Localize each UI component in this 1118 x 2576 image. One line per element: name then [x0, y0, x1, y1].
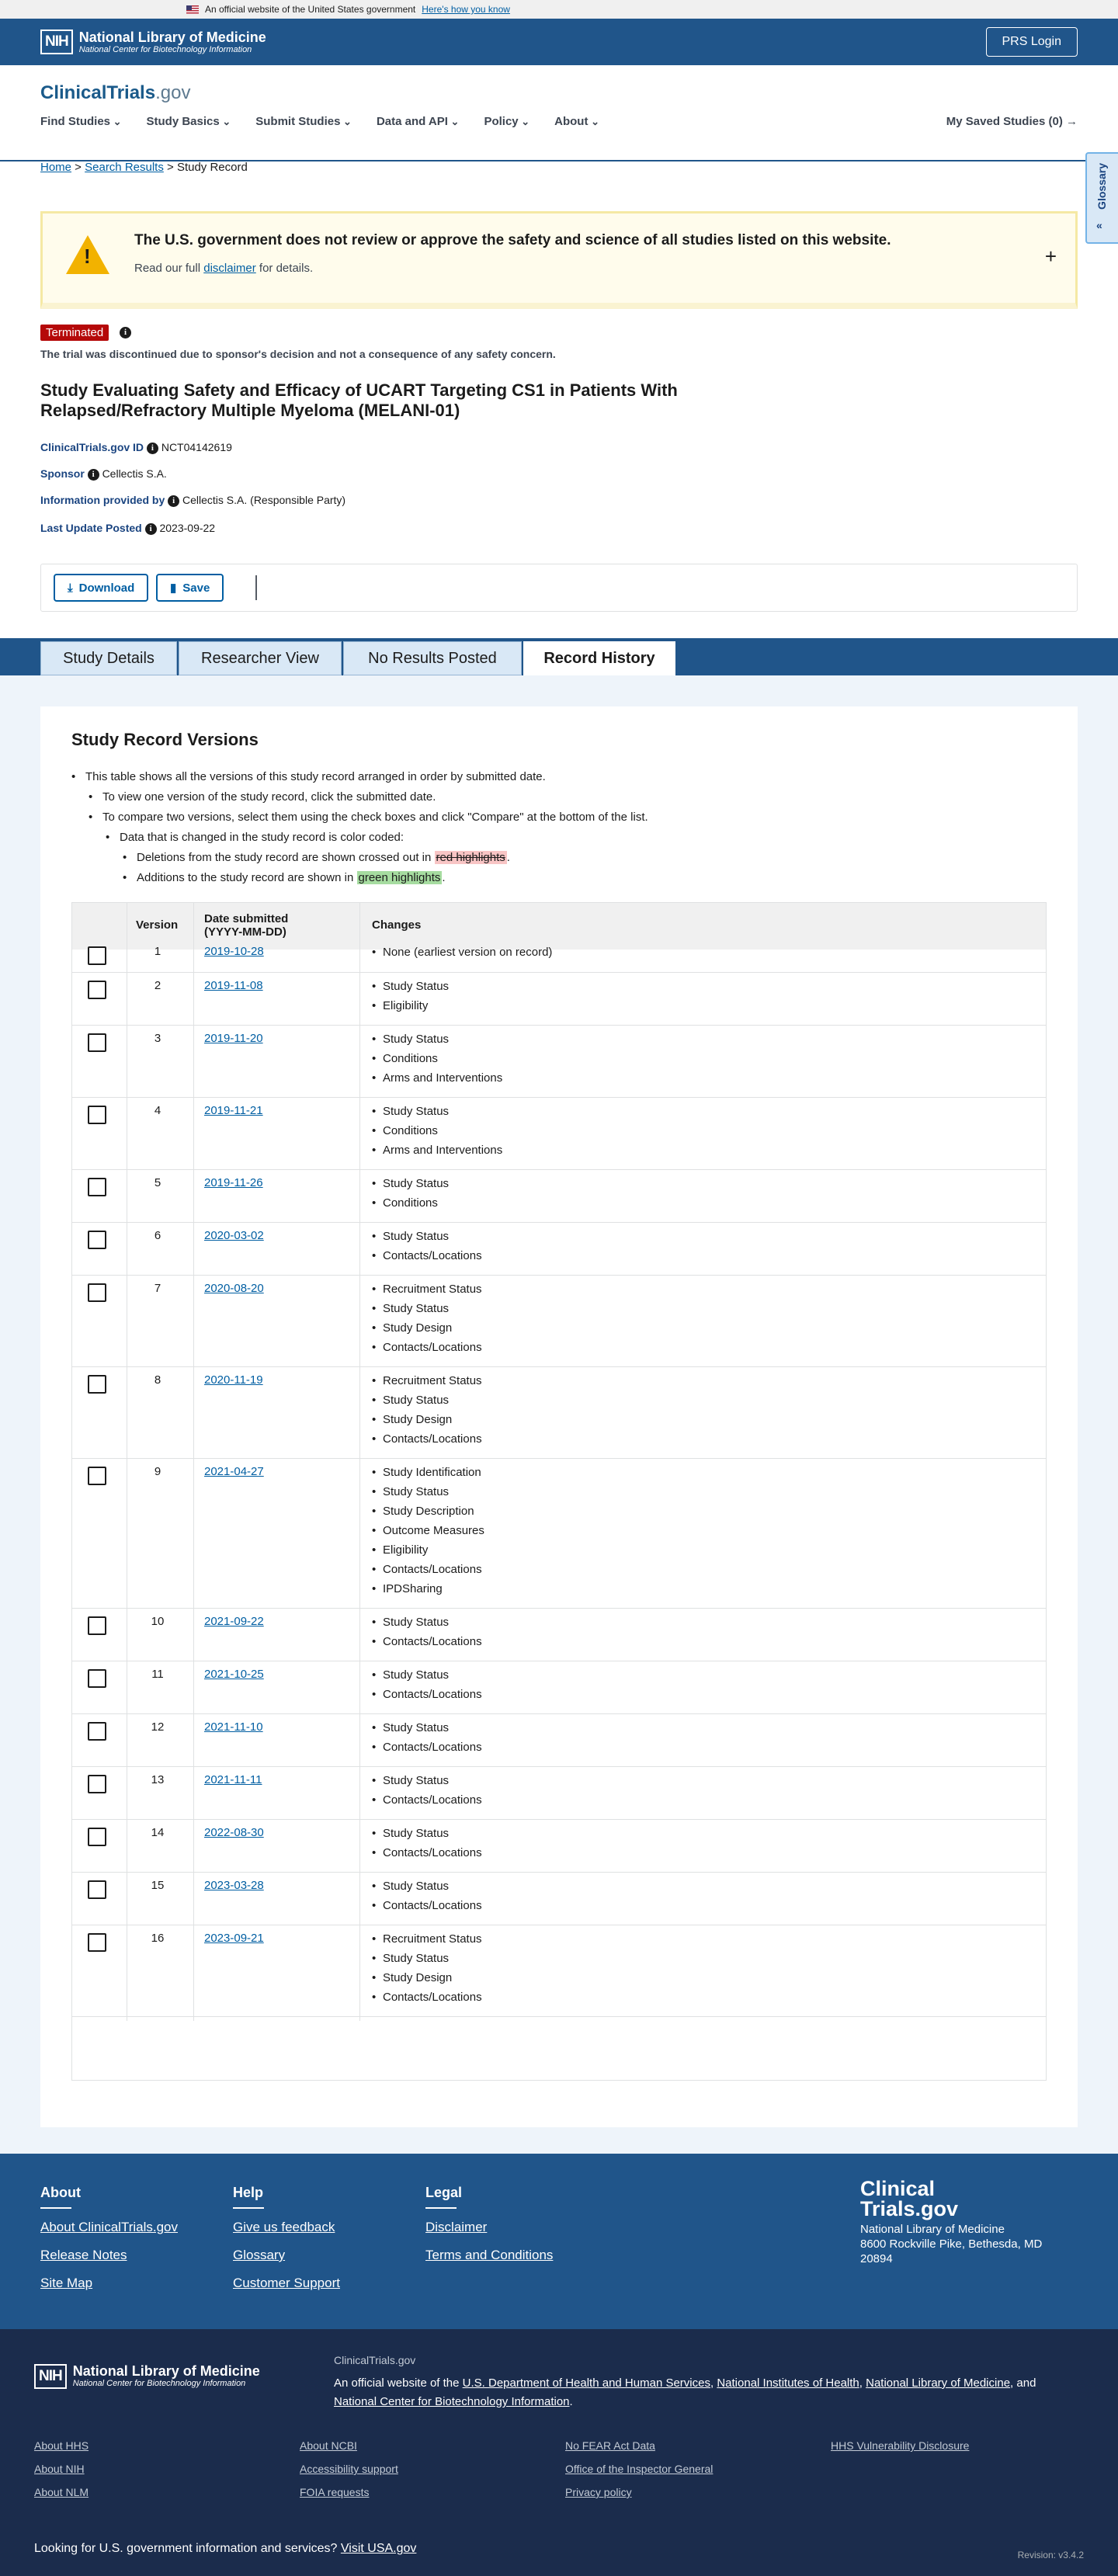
agency-footer — [0, 2329, 1118, 2576]
nav-find-studies[interactable]: Find Studies ⌄ — [40, 115, 122, 128]
changes-list — [372, 1371, 482, 1449]
nlm-link[interactable]: National Library of Medicine — [866, 2376, 1011, 2390]
prs-login-button[interactable]: PRS Login — [986, 27, 1078, 57]
version-number: 12 — [151, 1720, 165, 1734]
disclaimer-alert — [40, 211, 1078, 309]
status-note: The trial was discontinued due to sponsor's decision and not a consequence of any safety concern. — [40, 348, 556, 360]
info-icon[interactable]: i — [168, 495, 179, 507]
changes-list — [372, 1824, 482, 1863]
table-row — [72, 1661, 1047, 1714]
change-item: • Study Description — [372, 1502, 484, 1521]
breadcrumb-search-results[interactable]: Search Results — [85, 161, 164, 174]
version-number: 5 — [154, 1176, 161, 1189]
arrow-right-icon: → — [1066, 115, 1078, 128]
download-icon: ⤓ — [68, 581, 73, 595]
ctgov-logo[interactable] — [40, 82, 190, 104]
agency-links-3 — [565, 2439, 713, 2509]
divider — [40, 2207, 71, 2209]
version-checkbox[interactable] — [88, 1933, 106, 1952]
col-date-line-1: Date submitted — [204, 912, 289, 925]
changes-list — [372, 977, 449, 1015]
double-chevron-left-icon: « — [1096, 219, 1102, 231]
ctgov-logo-suffix: .gov — [155, 82, 191, 103]
version-number: 7 — [154, 1282, 161, 1295]
footer-link[interactable]: Glossary — [233, 2248, 286, 2262]
hhs-link[interactable]: U.S. Department of Health and Human Services — [462, 2376, 710, 2390]
note-2: • To view one version of the study record, click the submitted date. — [89, 787, 648, 807]
version-date-link[interactable]: 2020-11-19 — [204, 1373, 263, 1387]
changes-list — [372, 1771, 482, 1810]
nav-policy[interactable]: Policy ⌄ — [484, 115, 529, 128]
saved-studies-label: My Saved Studies (0) — [946, 115, 1063, 128]
meta-update-value: 2023-09-22 — [159, 522, 216, 534]
change-item: • Study Status — [372, 1876, 482, 1896]
change-item: • Recruitment Status — [372, 1371, 482, 1390]
red-highlight-sample: red highlights — [436, 851, 505, 864]
changes-list — [372, 1227, 482, 1265]
change-item: • Outcome Measures — [372, 1521, 484, 1540]
table-row — [72, 1820, 1047, 1873]
change-item: • None (earliest version on record) — [372, 943, 552, 962]
nih-footer-logo[interactable] — [34, 2363, 260, 2389]
nih-logo[interactable] — [40, 30, 266, 55]
nav-about[interactable]: About ⌄ — [554, 115, 599, 128]
footer-legal-title: Legal — [425, 2185, 463, 2200]
meta-sponsor — [40, 467, 167, 481]
note-1: • This table shows all the versions of this study record arranged in order by submitted date. — [71, 767, 648, 787]
version-checkbox[interactable] — [88, 1669, 106, 1688]
change-item: • Study Design — [372, 1410, 482, 1429]
nlm-title: National Library of Medicine — [78, 29, 266, 45]
change-item: • Conditions — [372, 1193, 449, 1213]
us-flag-icon — [186, 5, 199, 14]
meta-id-value: NCT04142619 — [161, 441, 232, 453]
ncbi-subtitle: National Center for Biotechnology Information — [72, 2379, 246, 2388]
table-row — [72, 1170, 1047, 1223]
version-date-link[interactable]: 2021-10-25 — [204, 1668, 264, 1681]
version-date-link[interactable]: 2021-09-22 — [204, 1615, 264, 1628]
agency-link[interactable]: About HHS — [34, 2439, 89, 2452]
content-area — [0, 675, 1118, 2154]
version-number: 16 — [151, 1932, 165, 1945]
info-icon[interactable]: i — [145, 523, 157, 535]
agency-link[interactable]: Privacy policy — [565, 2486, 632, 2498]
status-info-icon[interactable]: i — [120, 327, 131, 338]
note-4: • Data that is changed in the study record is color coded: — [106, 828, 648, 848]
version-number: 14 — [151, 1826, 165, 1839]
alert-text — [134, 262, 313, 275]
version-date-link[interactable]: 2021-04-27 — [204, 1465, 264, 1478]
usa-gov-text: Looking for U.S. government information and services? — [34, 2542, 338, 2555]
alert-text-pre: Read our full — [134, 262, 201, 275]
change-item: • Contacts/Locations — [372, 1685, 482, 1704]
change-item: • Contacts/Locations — [372, 1896, 482, 1915]
change-item: • Study Status — [372, 1613, 482, 1632]
changes-list — [372, 1665, 482, 1704]
version-number: 13 — [151, 1773, 165, 1786]
versions-card — [40, 706, 1078, 2127]
table-row — [72, 1767, 1047, 1820]
changes-list — [372, 1929, 482, 2007]
change-item: • Study Status — [372, 1665, 482, 1685]
version-checkbox[interactable] — [88, 1722, 106, 1741]
site-footer — [0, 2154, 1118, 2329]
agency-link[interactable]: About NCBI — [300, 2439, 357, 2452]
change-item: • Contacts/Locations — [372, 1632, 482, 1651]
table-row — [72, 1925, 1047, 2017]
changes-list — [372, 943, 552, 962]
tab-study-details[interactable]: Study Details — [40, 641, 177, 675]
site-header — [0, 65, 1118, 161]
version-date-link[interactable]: 2021-11-11 — [204, 1773, 262, 1786]
change-item: • Recruitment Status — [372, 1929, 482, 1949]
col-date — [204, 912, 288, 939]
col-version: Version — [136, 918, 179, 932]
change-item: • Study Status — [372, 1227, 482, 1246]
version-checkbox[interactable] — [88, 1283, 106, 1302]
note-6-text: Additions to the study record are shown in — [137, 871, 354, 884]
versions-notes — [71, 767, 648, 888]
version-number: 11 — [151, 1668, 164, 1681]
glossary-label: Glossary — [1095, 163, 1108, 210]
study-title: Study Evaluating Safety and Efficacy of UCART Targeting CS1 in Patients With Relapsed/Refractory Multiple Myeloma (MELANI-01) — [40, 380, 678, 420]
ncbi-subtitle: National Center for Biotechnology Information — [78, 44, 252, 54]
agency-links-4 — [831, 2439, 969, 2463]
change-item: • Contacts/Locations — [372, 1843, 482, 1863]
footer-about — [40, 2185, 178, 2303]
version-number: 4 — [154, 1104, 161, 1117]
change-item: • Contacts/Locations — [372, 1738, 482, 1757]
gov-banner — [0, 0, 1118, 19]
nih-link[interactable]: National Institutes of Health — [717, 2376, 859, 2390]
version-checkbox[interactable] — [88, 946, 106, 965]
change-item: • Study Status — [372, 1174, 449, 1193]
agency-links-2 — [300, 2439, 398, 2509]
agency-link[interactable]: FOIA requests — [300, 2486, 370, 2498]
change-item: • Arms and Interventions — [372, 1068, 502, 1088]
tab-no-results[interactable]: No Results Posted — [343, 641, 522, 675]
note-6-end: . — [442, 871, 446, 884]
footer-link[interactable]: Give us feedback — [233, 2220, 335, 2234]
agency-link[interactable]: No FEAR Act Data — [565, 2439, 655, 2452]
version-checkbox[interactable] — [88, 1033, 106, 1052]
version-date-link[interactable]: 2021-11-10 — [204, 1720, 263, 1734]
footer-logo[interactable] — [860, 2178, 958, 2219]
table-row — [72, 1459, 1047, 1609]
meta-id-label: ClinicalTrials.gov ID — [40, 441, 144, 453]
change-item: • Study Identification — [372, 1463, 484, 1482]
version-number: 8 — [154, 1373, 161, 1387]
meta-id — [40, 441, 232, 454]
change-item: • Arms and Interventions — [372, 1140, 502, 1160]
breadcrumb: Home > Search Results > Study Record — [40, 161, 248, 174]
table-row — [72, 1367, 1047, 1459]
table-row — [72, 1276, 1047, 1367]
nav-submit-studies[interactable]: Submit Studies ⌄ — [255, 115, 352, 128]
heres-how-link[interactable]: Here's how you know — [422, 4, 510, 15]
ctgov-logo-main: ClinicalTrials — [40, 82, 156, 103]
footer-address — [860, 2222, 1062, 2266]
change-item: • Study Status — [372, 1482, 484, 1502]
footer-logo-line-1: Clinical — [860, 2177, 936, 2200]
changes-list — [372, 1029, 502, 1088]
change-item: • Study Status — [372, 977, 449, 996]
glossary-toggle[interactable] — [1085, 152, 1118, 244]
change-item: • Contacts/Locations — [372, 1246, 482, 1265]
version-checkbox[interactable] — [88, 1775, 106, 1793]
change-item: • Contacts/Locations — [372, 1429, 482, 1449]
versions-heading: Study Record Versions — [71, 730, 259, 749]
changes-list — [372, 1718, 482, 1757]
change-item: • Eligibility — [372, 996, 449, 1015]
main-nav — [40, 115, 599, 128]
saved-studies-link[interactable] — [946, 115, 1078, 128]
change-item: • Study Status — [372, 1390, 482, 1410]
version-date-link[interactable]: 2020-03-02 — [204, 1229, 264, 1242]
nav-study-basics[interactable]: Study Basics ⌄ — [147, 115, 231, 128]
green-highlight-sample: green highlights — [358, 871, 441, 884]
version-checkbox[interactable] — [88, 1231, 106, 1249]
official-pre: An official website of the — [334, 2376, 460, 2390]
version-number: 6 — [154, 1229, 161, 1242]
save-label: Save — [182, 581, 210, 595]
footer-help-title: Help — [233, 2185, 264, 2200]
change-item: • Study Status — [372, 1102, 502, 1121]
meta-update-label: Last Update Posted — [40, 522, 142, 534]
change-item: • Conditions — [372, 1121, 502, 1140]
change-item: • Study Design — [372, 1968, 482, 1988]
actions-bar — [40, 564, 1078, 612]
agency-link[interactable]: About NLM — [34, 2486, 89, 2498]
breadcrumb-current: Study Record — [176, 161, 248, 174]
table-row — [72, 1098, 1047, 1170]
change-item: • Eligibility — [372, 1540, 484, 1560]
version-date-link[interactable]: 2019-11-21 — [204, 1104, 263, 1117]
table-row — [72, 973, 1047, 1026]
table-row — [72, 945, 1047, 973]
change-item: • Study Status — [372, 1949, 482, 1968]
warning-icon — [66, 235, 109, 274]
nih-logo-box: NIH — [40, 30, 73, 54]
version-date-link[interactable]: 2019-10-28 — [204, 945, 264, 958]
nav-data-api[interactable]: Data and API ⌄ — [377, 115, 459, 128]
version-checkbox[interactable] — [88, 1828, 106, 1846]
note-5-end: . — [506, 851, 510, 864]
address-line-3: 20894 — [860, 2252, 893, 2265]
version-date-link[interactable]: 2022-08-30 — [204, 1826, 264, 1839]
gov-banner-text: An official website of the United States government — [205, 4, 416, 15]
info-icon[interactable]: i — [88, 469, 99, 481]
table-row — [72, 1873, 1047, 1925]
nlm-title: National Library of Medicine — [72, 2363, 260, 2379]
change-item: • Recruitment Status — [372, 1279, 482, 1299]
table-row — [72, 1223, 1047, 1276]
disclaimer-link[interactable]: disclaimer — [203, 262, 256, 275]
agency-link[interactable]: Office of the Inspector General — [565, 2463, 714, 2475]
agency-link[interactable]: HHS Vulnerability Disclosure — [831, 2439, 970, 2452]
footer-link[interactable]: Disclaimer — [425, 2220, 488, 2234]
breadcrumb-home[interactable]: Home — [40, 161, 72, 174]
note-5 — [123, 848, 648, 868]
bookmark-icon: ▮ — [170, 582, 177, 595]
status-badge: Terminated — [40, 325, 109, 341]
meta-info-value: Cellectis S.A. (Responsible Party) — [182, 494, 346, 506]
footer-help — [233, 2185, 340, 2303]
footer-ctgov: ClinicalTrials.gov — [334, 2354, 416, 2366]
change-item: • Study Status — [372, 1299, 482, 1318]
usa-gov-link[interactable]: Visit USA.gov — [340, 2542, 417, 2555]
address-line-1: National Library of Medicine — [860, 2223, 1005, 2236]
change-item: • IPDSharing — [372, 1579, 484, 1599]
divider — [233, 2207, 264, 2209]
version-checkbox[interactable] — [88, 1375, 106, 1394]
footer-logo-line-2: Trials.gov — [860, 2197, 959, 2220]
version-date-link[interactable]: 2023-09-21 — [204, 1932, 264, 1945]
official-statement: An official website of the U.S. Department of Health and Human Services, National Institutes of Health, National Library of Medicine, and National Center for Biotechnology Information. — [334, 2376, 1036, 2408]
change-item: • Contacts/Locations — [372, 1560, 484, 1579]
version-date-link[interactable]: 2023-03-28 — [204, 1879, 264, 1892]
change-item: • Contacts/Locations — [372, 1338, 482, 1357]
change-item: • Study Status — [372, 1029, 502, 1049]
version-number: 2 — [154, 979, 161, 992]
meta-last-update — [40, 522, 215, 535]
version-number: 10 — [151, 1615, 165, 1628]
table-header — [72, 903, 1047, 950]
changes-list — [372, 1613, 482, 1651]
revision-text: Revision: v3.4.2 — [1017, 2550, 1084, 2560]
info-icon[interactable]: i — [147, 443, 158, 454]
version-date-link[interactable]: 2019-11-20 — [204, 1032, 263, 1045]
change-item: • Study Status — [372, 1824, 482, 1843]
footer-legal — [425, 2185, 553, 2276]
download-label: Download — [78, 581, 135, 595]
version-date-link[interactable]: 2020-08-20 — [204, 1282, 264, 1295]
agency-link[interactable]: Accessibility support — [300, 2463, 398, 2475]
nih-header — [0, 19, 1118, 65]
table-row — [72, 1609, 1047, 1661]
table-row — [72, 1714, 1047, 1767]
ncbi-link[interactable]: National Center for Biotechnology Information — [334, 2395, 570, 2408]
footer-link[interactable]: Terms and Conditions — [425, 2248, 554, 2262]
changes-list — [372, 1102, 502, 1160]
version-number: 3 — [154, 1032, 161, 1045]
version-checkbox[interactable] — [88, 1106, 106, 1124]
alert-text-post: for details. — [259, 262, 314, 275]
change-item: • Conditions — [372, 1049, 502, 1068]
nih-logo-box: NIH — [34, 2364, 67, 2389]
change-item: • Study Status — [372, 1771, 482, 1790]
tab-bar — [0, 638, 1118, 675]
divider — [425, 2207, 457, 2209]
version-number: 9 — [154, 1465, 161, 1478]
divider — [255, 575, 257, 600]
version-checkbox[interactable] — [88, 1178, 106, 1196]
version-date-link[interactable]: 2019-11-26 — [204, 1176, 263, 1189]
meta-sponsor-label: Sponsor — [40, 467, 85, 480]
agency-links-1 — [34, 2439, 89, 2509]
change-item: • Contacts/Locations — [372, 1988, 482, 2007]
version-date-link[interactable]: 2019-11-08 — [204, 979, 263, 992]
changes-list — [372, 1876, 482, 1915]
changes-list — [372, 1463, 484, 1599]
changes-list — [372, 1174, 449, 1213]
usa-gov-line — [34, 2542, 416, 2556]
footer-link[interactable]: Release Notes — [40, 2248, 127, 2262]
change-item: • Study Status — [372, 1718, 482, 1738]
footer-about-title: About — [40, 2185, 81, 2200]
version-number: 15 — [151, 1879, 165, 1892]
versions-table — [71, 902, 1047, 2081]
version-number: 1 — [154, 945, 161, 958]
footer-link[interactable]: Site Map — [40, 2276, 93, 2290]
version-checkbox[interactable] — [88, 1880, 106, 1899]
expand-plus-icon[interactable]: + — [1044, 245, 1057, 268]
note-5-text: Deletions from the study record are shown crossed out in — [137, 851, 432, 864]
alert-heading: The U.S. government does not review or approve the safety and science of all studies listed on this website. — [134, 232, 891, 248]
agency-link[interactable]: About NIH — [34, 2463, 85, 2475]
meta-info-provided — [40, 494, 345, 507]
version-checkbox[interactable] — [88, 1616, 106, 1635]
change-item: • Study Design — [372, 1318, 482, 1338]
footer-link[interactable]: Customer Support — [233, 2276, 340, 2290]
official-and: and — [1016, 2376, 1036, 2390]
tab-record-history[interactable]: Record History — [523, 641, 675, 675]
changes-list — [372, 1279, 482, 1357]
tab-researcher-view[interactable]: Researcher View — [179, 641, 342, 675]
save-button[interactable] — [156, 574, 224, 602]
download-button[interactable] — [54, 574, 148, 602]
change-item: • Contacts/Locations — [372, 1790, 482, 1810]
footer-link[interactable]: About ClinicalTrials.gov — [40, 2220, 178, 2234]
col-date-line-2: (YYYY-MM-DD) — [204, 925, 286, 939]
note-3: • To compare two versions, select them using the check boxes and click "Compare" at the bottom of the list. — [89, 807, 648, 828]
table-row — [72, 1026, 1047, 1098]
meta-info-label: Information provided by — [40, 494, 165, 506]
meta-sponsor-value: Cellectis S.A. — [102, 467, 167, 480]
version-checkbox[interactable] — [88, 981, 106, 999]
address-line-2: 8600 Rockville Pike, Bethesda, MD — [860, 2238, 1043, 2251]
col-changes: Changes — [372, 918, 422, 932]
note-6 — [123, 868, 648, 888]
version-checkbox[interactable] — [88, 1467, 106, 1485]
